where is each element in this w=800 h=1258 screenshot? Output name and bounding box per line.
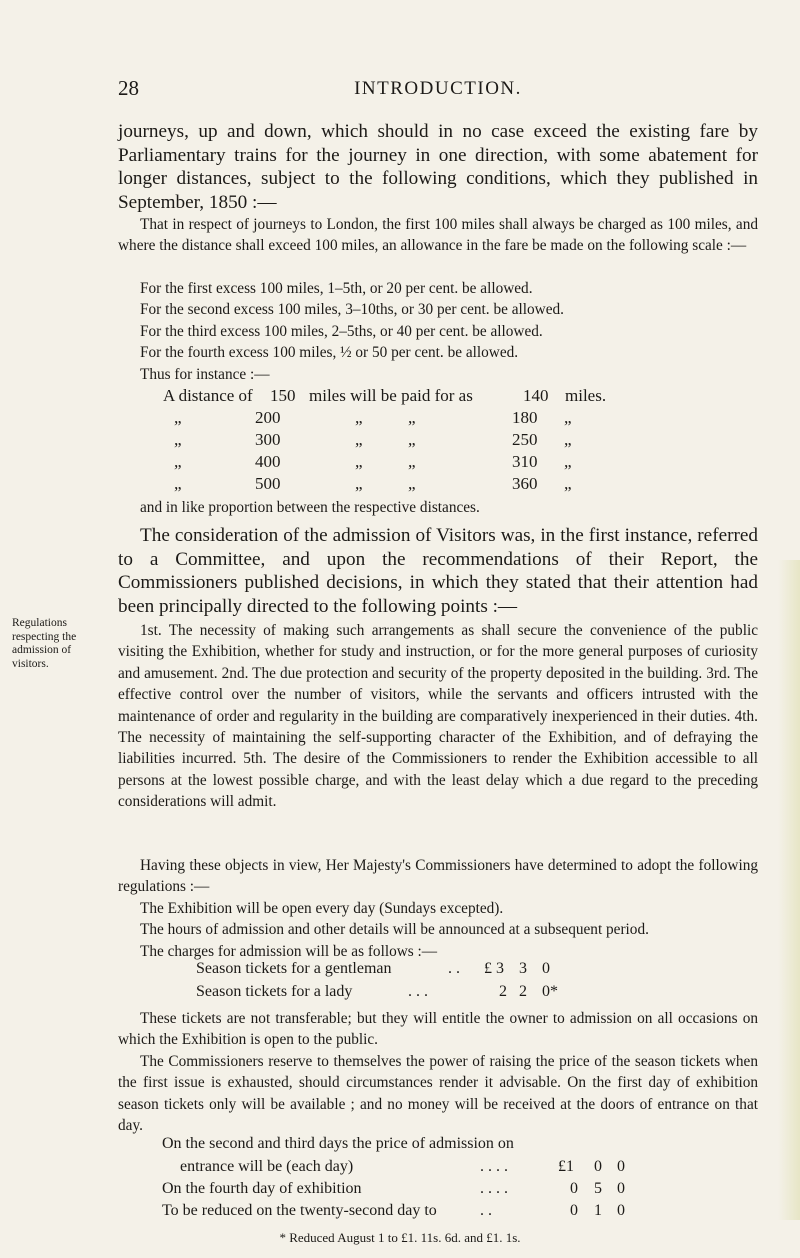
pence: 0 [617, 1158, 625, 1175]
fare-paid: 140 [523, 386, 549, 405]
ditto-mark: „ [355, 430, 363, 449]
margin-note-line: respecting the [12, 630, 77, 643]
fare-row [174, 474, 724, 496]
excess-allowance-item: For the first excess 100 miles, 1–5th, or 20 per cent. be allowed. [140, 280, 533, 297]
paragraph-reserve: The Commissioners reserve to themselves the power of raising the price of the season tickets when the first issue is exhausted, should circumstances render it advisable. On the first day of exhibition season tickets only will be available ; and no money will be received at the doors of entrance on that day. [118, 1053, 758, 1135]
fare-paid: 310 [512, 452, 538, 471]
proportion-note: and in like proportion between the respective distances. [140, 499, 480, 516]
entrance-row [162, 1202, 742, 1224]
margin-note-line: visitors. [12, 657, 49, 670]
fare-prefix: A distance of [163, 386, 253, 405]
pounds: £1 [558, 1158, 574, 1175]
ditto-mark: „ [174, 474, 182, 493]
ditto-mark: „ [564, 452, 572, 471]
paragraph-points: 1st. The necessity of making such arrangements as shall secure the convenience of the public visiting the Exhibition, whether for study and instruction, or for the more general purposes of curiosity and amusement. 2nd. The due protection and security of the property deposited in the building. 3rd. The effective control over the number of visitors, while the servants and officers intrusted with the maintenance of order and regularity in the building are comparatively inexperienced in their duties. 4th. The necessity of maintaining the self-supporting character of the Exhibition, and of defraying the liabilities incurred. 5th. The desire of the Commissioners to render the Exhibition accessible to all persons at the lowest possible charge, and with the least delay which a due regard to the preceding considerations will admit. [118, 622, 758, 811]
ditto-mark: „ [564, 408, 572, 427]
fare-unit: miles. [565, 386, 607, 405]
paragraph-charges: The charges for admission will be as follows :— [140, 942, 438, 960]
season-row [196, 960, 696, 982]
entrance-label: On the fourth day of exhibition [162, 1180, 362, 1197]
fare-text: miles will be paid for as [309, 386, 473, 405]
leader-dots: . . [480, 1202, 492, 1219]
margin-note-line: Regulations [12, 617, 67, 629]
ditto-mark: „ [355, 474, 363, 493]
fare-distance: 500 [255, 474, 281, 493]
ditto-mark: „ [408, 452, 416, 471]
paragraph-transferable: These tickets are not transferable; but they will entitle the owner to admission on all occasions on which the Exhibition is open to the public. [118, 1010, 758, 1049]
leader-dots: . . [448, 960, 460, 977]
entrance-intro-text: On the second and third days the price of admission on [162, 1135, 514, 1152]
excess-allowance-item: For the third excess 100 miles, 2–5ths, or 40 per cent. be allowed. [140, 322, 543, 340]
ditto-mark: „ [564, 430, 572, 449]
running-title: INTRODUCTION. [354, 78, 522, 99]
ditto-mark: „ [174, 430, 182, 449]
ticket-label: Season tickets for a lady [196, 983, 353, 1000]
entrance-label: To be reduced on the twenty-second day to [162, 1202, 437, 1219]
pence: 0 [542, 960, 550, 977]
fare-row [174, 430, 724, 452]
shillings: 2 [519, 983, 527, 1000]
season-row [196, 983, 696, 1005]
ditto-mark: „ [408, 430, 416, 449]
fare-distance: 200 [255, 408, 281, 427]
fare-paid: 360 [512, 474, 538, 493]
ditto-mark: „ [355, 408, 363, 427]
fare-paid: 250 [512, 430, 538, 449]
entrance-intro [162, 1137, 732, 1159]
ditto-mark: „ [174, 452, 182, 471]
ditto-mark: „ [564, 474, 572, 493]
fare-row [163, 386, 723, 408]
leader-dots: . . . . [480, 1180, 508, 1197]
shillings: 0 [594, 1158, 602, 1175]
margin-note [12, 617, 118, 671]
paragraph-journeys-london: That in respect of journeys to London, the first 100 miles shall always be charged as 100 miles, and where the distance shall exceed 100 miles, an allowance in the fare be made on the following scale :— [118, 216, 758, 255]
pounds: 2 [499, 983, 507, 1000]
leader-dots: . . . [408, 983, 428, 1000]
entrance-label: entrance will be (each day) [180, 1158, 354, 1175]
paragraph-objects: Having these objects in view, Her Majesty's Commissioners have determined to adopt the following regulations :— [118, 857, 758, 896]
paragraph-journeys: journeys, up and down, which should in no case exceed the existing fare by Parliamentary trains for the journey in one direction, with some abatement for longer distances, subject to the following conditions, which they published in September, 1850 :— [118, 121, 758, 213]
footnote: * Reduced August 1 to £1. 11s. 6d. and £1. 1s. [279, 1230, 521, 1245]
ticket-label: Season tickets for a gentleman [196, 960, 392, 977]
entrance-row [180, 1158, 760, 1180]
ditto-mark: „ [174, 408, 182, 427]
shillings: 1 [594, 1202, 602, 1219]
fare-row [174, 408, 724, 430]
fare-distance: 400 [255, 452, 281, 471]
page-header [118, 76, 758, 104]
excess-allowance-list [118, 278, 758, 385]
shillings: 5 [594, 1180, 602, 1197]
page-edge-stain [778, 560, 800, 1220]
paragraph-hours: The hours of admission and other details will be announced at a subsequent period. [140, 921, 649, 939]
ditto-mark: „ [355, 452, 363, 471]
pence: 0* [542, 983, 558, 1000]
paragraph-open-days: The Exhibition will be open every day (Sundays excepted). [140, 899, 504, 917]
ditto-mark: „ [408, 474, 416, 493]
pounds: 0 [570, 1180, 578, 1197]
fare-distance: 150 [270, 386, 296, 405]
entrance-row [162, 1180, 742, 1202]
pounds: £ 3 [484, 960, 504, 977]
excess-allowance-item: For the fourth excess 100 miles, ½ or 50 per cent. be allowed. [140, 344, 519, 362]
excess-allowance-item: For the second excess 100 miles, 3–10ths, or 30 per cent. be allowed. [140, 301, 564, 319]
pence: 0 [617, 1180, 625, 1197]
paragraph-visitors-consideration: The consideration of the admission of Visitors was, in the first instance, referred to a Committee, and upon the recommendations of their Report, the Commissioners published decisions, in which they stated that their attention had been principally directed to the following points :— [118, 525, 758, 617]
pence: 0 [617, 1202, 625, 1219]
margin-note-line: admission of [12, 644, 72, 656]
fare-paid: 180 [512, 408, 538, 427]
fare-row [174, 452, 724, 474]
thus-for-instance: Thus for instance :— [140, 365, 270, 383]
shillings: 3 [519, 960, 527, 977]
ditto-mark: „ [408, 408, 416, 427]
regulations-block [118, 855, 758, 962]
fare-distance: 300 [255, 430, 281, 449]
leader-dots: . . . . [480, 1158, 508, 1175]
page-number: 28 [118, 76, 139, 100]
pounds: 0 [570, 1202, 578, 1219]
